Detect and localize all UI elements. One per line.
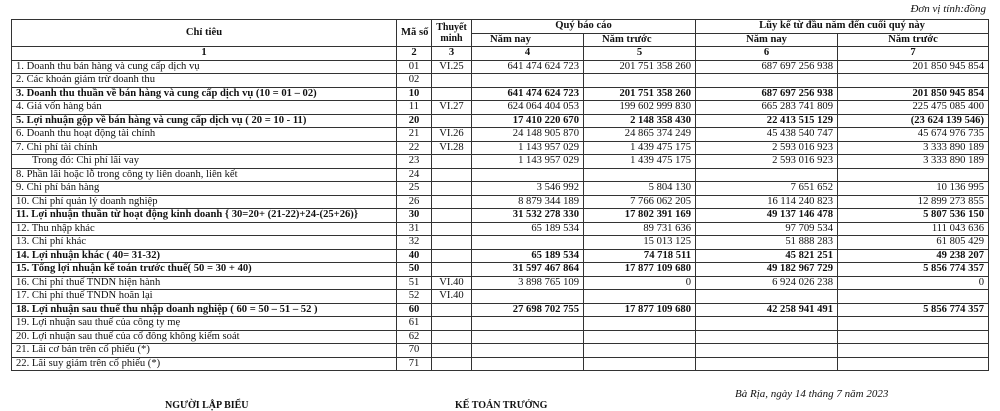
col-num-6: 6 [696,47,838,61]
cell-ytd-prev: 45 674 976 735 [838,128,989,142]
cell-quarter-now: 3 898 765 109 [472,276,584,290]
cell-ytd-now: 22 413 515 129 [696,114,838,128]
cell-code: 70 [397,344,432,358]
cell-ytd-prev: 10 136 995 [838,182,989,196]
cell-note [432,357,472,371]
cell-note [432,114,472,128]
col-num-4: 4 [472,47,584,61]
cell-quarter-prev [584,357,696,371]
cell-ytd-prev: 201 850 945 854 [838,60,989,74]
cell-code: 21 [397,128,432,142]
cell-ytd-prev: 3 333 890 189 [838,155,989,169]
cell-ytd-prev [838,344,989,358]
cell-label: 14. Lợi nhuận khác ( 40= 31-32) [12,249,397,263]
cell-note [432,317,472,331]
cell-ytd-now [696,357,838,371]
cell-quarter-now [472,330,584,344]
cell-ytd-now: 7 651 652 [696,182,838,196]
cell-ytd-prev: 0 [838,276,989,290]
cell-ytd-now: 97 709 534 [696,222,838,236]
cell-code: 26 [397,195,432,209]
table-row [12,87,989,101]
cell-ytd-prev: 3 333 890 189 [838,141,989,155]
cell-note [432,330,472,344]
header-quy-nam-truoc: Năm trước [584,33,696,47]
cell-quarter-now: 8 879 344 189 [472,195,584,209]
cell-note [432,263,472,277]
cell-label: 10. Chi phí quản lý doanh nghiệp [12,195,397,209]
cell-quarter-prev: 1 439 475 175 [584,141,696,155]
cell-quarter-now: 624 064 404 053 [472,101,584,115]
cell-code: 11 [397,101,432,115]
cell-quarter-prev: 1 439 475 175 [584,155,696,169]
cell-note [432,195,472,209]
cell-quarter-prev: 17 877 109 680 [584,303,696,317]
cell-label: 16. Chi phí thuế TNDN hiện hành [12,276,397,290]
header-luy-ke-nam-truoc: Năm trước [838,33,989,47]
header-quy-bao-cao: Quý báo cáo [472,20,696,34]
table-row [12,168,989,182]
cell-quarter-now [472,290,584,304]
income-statement-table [11,19,989,371]
col-num-1: 1 [12,47,397,61]
cell-label: 20. Lợi nhuận sau thuế của cổ đông không kiểm soát [12,330,397,344]
col-num-5: 5 [584,47,696,61]
cell-ytd-prev: 225 475 085 400 [838,101,989,115]
table-row [12,195,989,209]
cell-ytd-now: 45 438 540 747 [696,128,838,142]
table-row [12,317,989,331]
cell-ytd-prev: 201 850 945 854 [838,87,989,101]
cell-ytd-prev: 111 043 636 [838,222,989,236]
cell-label: 21. Lãi cơ bản trên cổ phiếu (*) [12,344,397,358]
table-row [12,182,989,196]
cell-note [432,182,472,196]
cell-quarter-prev: 15 013 125 [584,236,696,250]
header-thuyet-minh: Thuyết minh [432,20,472,47]
cell-label: 2. Các khoản giảm trừ doanh thu [12,74,397,88]
cell-ytd-prev [838,357,989,371]
cell-label: 8. Phần lãi hoặc lỗ trong công ty liên doanh, liên kết [12,168,397,182]
table-row [12,128,989,142]
cell-ytd-now: 687 697 256 938 [696,60,838,74]
cell-ytd-now: 2 593 016 923 [696,155,838,169]
cell-quarter-prev [584,168,696,182]
cell-note [432,303,472,317]
table-row [12,209,989,223]
cell-quarter-prev [584,330,696,344]
cell-note: VI.40 [432,276,472,290]
cell-quarter-prev [584,317,696,331]
table-row [12,141,989,155]
cell-label: 9. Chi phí bán hàng [12,182,397,196]
cell-note [432,74,472,88]
cell-label: 3. Doanh thu thuần về bán hàng và cung cấp dịch vụ (10 = 01 – 02) [12,87,397,101]
table-row [12,114,989,128]
cell-quarter-prev: 24 865 374 249 [584,128,696,142]
cell-quarter-now: 641 474 624 723 [472,60,584,74]
cell-ytd-prev: (23 624 139 546) [838,114,989,128]
cell-ytd-prev [838,290,989,304]
cell-code: 30 [397,209,432,223]
cell-quarter-now: 24 148 905 870 [472,128,584,142]
cell-note: VI.26 [432,128,472,142]
cell-code: 24 [397,168,432,182]
cell-ytd-prev: 5 856 774 357 [838,263,989,277]
table-row [12,222,989,236]
cell-quarter-prev: 199 602 999 830 [584,101,696,115]
cell-quarter-now: 3 546 992 [472,182,584,196]
cell-label: Trong đó: Chi phí lãi vay [12,155,397,169]
cell-code: 60 [397,303,432,317]
cell-label: 4. Giá vốn hàng bán [12,101,397,115]
cell-quarter-now: 27 698 702 755 [472,303,584,317]
cell-note: VI.27 [432,101,472,115]
cell-label: 7. Chi phí tài chính [12,141,397,155]
cell-ytd-now: 51 888 283 [696,236,838,250]
cell-quarter-prev: 0 [584,276,696,290]
cell-quarter-prev: 7 766 062 205 [584,195,696,209]
footer-date: Bà Rịa, ngày 14 tháng 7 năm 2023 [735,388,889,400]
cell-quarter-now: 65 189 534 [472,222,584,236]
cell-ytd-now [696,290,838,304]
cell-label: 17. Chi phí thuế TNDN hoãn lại [12,290,397,304]
cell-note [432,168,472,182]
cell-code: 20 [397,114,432,128]
cell-label: 11. Lợi nhuận thuần từ hoạt động kinh doanh { 30=20+ (21-22)+24-(25+26)} [12,209,397,223]
cell-code: 23 [397,155,432,169]
cell-note [432,209,472,223]
cell-code: 61 [397,317,432,331]
cell-note [432,155,472,169]
cell-ytd-prev: 12 899 273 855 [838,195,989,209]
cell-ytd-now: 49 182 967 729 [696,263,838,277]
cell-ytd-now [696,317,838,331]
header-chi-tieu: Chỉ tiêu [12,20,397,47]
cell-ytd-prev: 5 856 774 357 [838,303,989,317]
cell-quarter-now [472,236,584,250]
signer-left: NGƯỜI LẬP BIỂU [165,400,249,411]
table-row [12,155,989,169]
cell-ytd-now: 45 821 251 [696,249,838,263]
cell-code: 22 [397,141,432,155]
cell-quarter-now: 31 532 278 330 [472,209,584,223]
cell-quarter-prev: 89 731 636 [584,222,696,236]
cell-ytd-now: 665 283 741 809 [696,101,838,115]
cell-code: 50 [397,263,432,277]
cell-quarter-prev: 17 877 109 680 [584,263,696,277]
cell-ytd-now: 49 137 146 478 [696,209,838,223]
cell-code: 62 [397,330,432,344]
cell-ytd-prev [838,74,989,88]
cell-quarter-now: 1 143 957 029 [472,155,584,169]
table-row [12,276,989,290]
table-row [12,101,989,115]
cell-code: 51 [397,276,432,290]
cell-ytd-now [696,344,838,358]
cell-ytd-prev: 49 238 207 [838,249,989,263]
cell-note: VI.28 [432,141,472,155]
cell-label: 18. Lợi nhuận sau thuế thu nhập doanh nghiệp ( 60 = 50 – 51 – 52 ) [12,303,397,317]
header-luy-ke: Lũy kế từ đầu năm đến cuối quý này [696,20,989,34]
cell-note [432,344,472,358]
table-row [12,290,989,304]
cell-label: 22. Lãi suy giảm trên cổ phiếu (*) [12,357,397,371]
table-row [12,263,989,277]
header-quy-nam-nay: Năm nay [472,33,584,47]
cell-ytd-prev: 5 807 536 150 [838,209,989,223]
col-num-7: 7 [838,47,989,61]
table-row [12,60,989,74]
cell-ytd-now [696,74,838,88]
table-row [12,330,989,344]
cell-quarter-prev: 2 148 358 430 [584,114,696,128]
cell-quarter-prev: 201 751 358 260 [584,60,696,74]
cell-quarter-now: 1 143 957 029 [472,141,584,155]
col-num-3: 3 [432,47,472,61]
table-row [12,357,989,371]
cell-note [432,222,472,236]
table-row [12,74,989,88]
header-luy-ke-nam-nay: Năm nay [696,33,838,47]
cell-quarter-now [472,74,584,88]
cell-label: 6. Doanh thu hoạt động tài chính [12,128,397,142]
cell-quarter-prev: 17 802 391 169 [584,209,696,223]
cell-code: 01 [397,60,432,74]
table-row [12,344,989,358]
cell-code: 32 [397,236,432,250]
signer-mid: KẾ TOÁN TRƯỞNG [455,400,548,411]
cell-note [432,236,472,250]
cell-note [432,87,472,101]
cell-quarter-prev [584,74,696,88]
cell-label: 12. Thu nhập khác [12,222,397,236]
cell-ytd-prev: 61 805 429 [838,236,989,250]
cell-code: 02 [397,74,432,88]
cell-quarter-now [472,168,584,182]
cell-code: 52 [397,290,432,304]
cell-quarter-prev: 74 718 511 [584,249,696,263]
cell-code: 10 [397,87,432,101]
cell-ytd-now [696,330,838,344]
cell-quarter-now: 17 410 220 670 [472,114,584,128]
cell-quarter-prev: 201 751 358 260 [584,87,696,101]
cell-ytd-now: 687 697 256 938 [696,87,838,101]
cell-ytd-now: 2 593 016 923 [696,141,838,155]
cell-quarter-prev [584,290,696,304]
cell-quarter-now: 65 189 534 [472,249,584,263]
cell-quarter-prev: 5 804 130 [584,182,696,196]
cell-quarter-now [472,357,584,371]
cell-quarter-prev [584,344,696,358]
table-row [12,236,989,250]
unit-note: Đơn vị tính:đồng [910,3,986,15]
cell-ytd-prev [838,330,989,344]
table-row [12,249,989,263]
cell-ytd-prev [838,317,989,331]
cell-quarter-now [472,344,584,358]
cell-label: 15. Tổng lợi nhuận kế toán trước thuế( 50 = 30 + 40) [12,263,397,277]
cell-code: 40 [397,249,432,263]
cell-ytd-now [696,168,838,182]
table-row [12,303,989,317]
cell-note [432,249,472,263]
cell-note: VI.25 [432,60,472,74]
cell-ytd-now: 42 258 941 491 [696,303,838,317]
cell-label: 5. Lợi nhuận gộp về bán hàng và cung cấp dịch vụ ( 20 = 10 - 11) [12,114,397,128]
cell-label: 19. Lợi nhuận sau thuế của công ty mẹ [12,317,397,331]
cell-quarter-now [472,317,584,331]
cell-ytd-now: 16 114 240 823 [696,195,838,209]
col-num-2: 2 [397,47,432,61]
cell-label: 13. Chi phí khác [12,236,397,250]
cell-ytd-prev [838,168,989,182]
cell-quarter-now: 641 474 624 723 [472,87,584,101]
cell-note: VI.40 [432,290,472,304]
cell-code: 25 [397,182,432,196]
header-ma-so: Mã số [397,20,432,47]
cell-label: 1. Doanh thu bán hàng và cung cấp dịch vụ [12,60,397,74]
cell-code: 71 [397,357,432,371]
cell-ytd-now: 6 924 026 238 [696,276,838,290]
cell-code: 31 [397,222,432,236]
cell-quarter-now: 31 597 467 864 [472,263,584,277]
